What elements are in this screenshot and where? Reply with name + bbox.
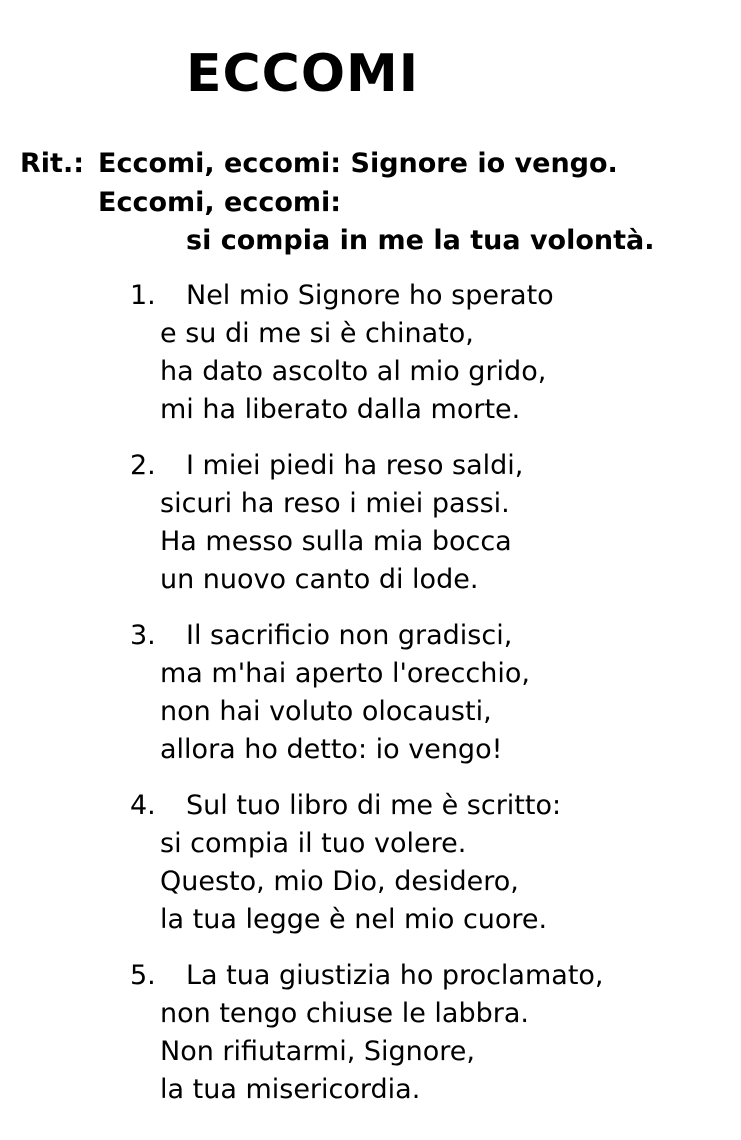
verse-line: si compia il tuo volere. bbox=[160, 828, 467, 859]
verse-line: Non rifiutarmi, Signore, bbox=[160, 1036, 475, 1067]
verse-line: sicuri ha reso i miei passi. bbox=[160, 488, 510, 519]
verse-line: e su di me si è chinato, bbox=[160, 318, 474, 349]
song-title: ECCOMI bbox=[186, 44, 420, 104]
verse-line: la tua misericordia. bbox=[160, 1074, 421, 1105]
verse-number: 3. bbox=[130, 620, 156, 651]
verse-number: 1. bbox=[130, 280, 156, 311]
verse-line: ha dato ascolto al mio grido, bbox=[160, 356, 547, 387]
verse-line: non tengo chiuse le labbra. bbox=[160, 998, 529, 1029]
verse-line: La tua giustizia ho proclamato, bbox=[186, 960, 604, 991]
verse-number: 2. bbox=[130, 450, 156, 481]
verse-line: allora ho detto: io vengo! bbox=[160, 734, 503, 765]
refrain-label: Rit.: bbox=[20, 148, 85, 179]
verse-line: un nuovo canto di lode. bbox=[160, 564, 479, 595]
verse-line: mi ha liberato dalla morte. bbox=[160, 394, 521, 425]
verse-number: 5. bbox=[130, 960, 156, 991]
refrain-line-3: si compia in me la tua volontà. bbox=[186, 225, 655, 256]
verse-line: Questo, mio Dio, desidero, bbox=[160, 866, 519, 897]
verse-line: I miei piedi ha reso saldi, bbox=[186, 450, 524, 481]
verse-line: Sul tuo libro di me è scritto: bbox=[186, 790, 562, 821]
verse-line: Nel mio Signore ho sperato bbox=[186, 280, 554, 311]
refrain-line-2: Eccomi, eccomi: bbox=[98, 187, 342, 218]
verse-line: la tua legge è nel mio cuore. bbox=[160, 904, 548, 935]
verse-line: ma m'hai aperto l'orecchio, bbox=[160, 658, 530, 689]
verse-line: non hai voluto olocausti, bbox=[160, 696, 492, 727]
refrain-line-1: Eccomi, eccomi: Signore io vengo. bbox=[98, 148, 618, 179]
verse-number: 4. bbox=[130, 790, 156, 821]
verse-line: Ha messo sulla mia bocca bbox=[160, 526, 512, 557]
verse-line: Il sacrificio non gradisci, bbox=[186, 620, 513, 651]
